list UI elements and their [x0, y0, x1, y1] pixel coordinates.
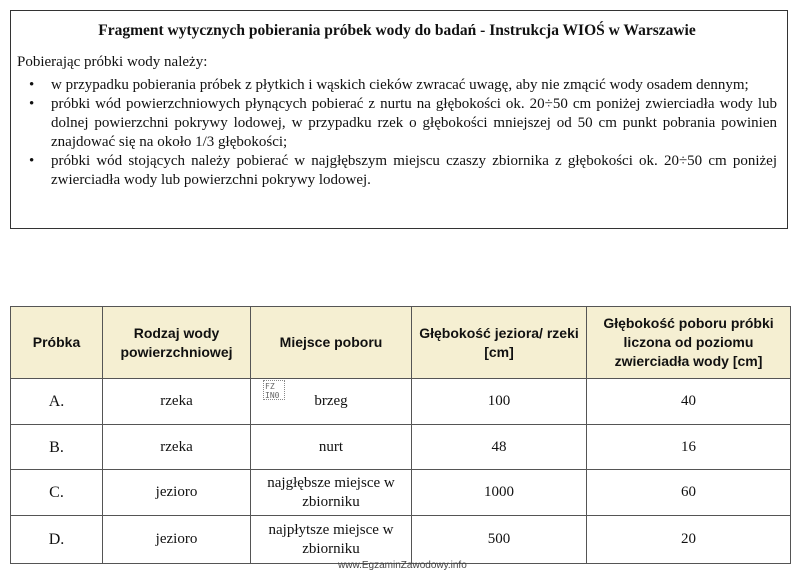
- cell-sample: A.: [11, 379, 103, 425]
- instruction-box: [10, 10, 788, 229]
- cell-place: najgłębsze miejsce w zbiorniku: [251, 470, 412, 516]
- instruction-bullet: • w przypadku pobierania próbek z płytkich i wąskich cieków zwracać uwagę, aby nie zmącić wody osadem dennym;: [51, 76, 777, 95]
- samples-table: [10, 306, 791, 564]
- cell-sample: D.: [11, 516, 103, 564]
- table-row: [11, 379, 791, 425]
- cell-water-type: rzeka: [103, 379, 251, 425]
- cell-sampling-depth: 16: [587, 425, 791, 470]
- instruction-title: Fragment wytycznych pobierania próbek wody do badań - Instrukcja WIOŚ w Warszawie: [98, 22, 696, 39]
- cell-sampling-depth: 20: [587, 516, 791, 564]
- cell-place-text: brzeg: [314, 393, 348, 409]
- cell-place: nurt: [251, 425, 412, 470]
- cell-sample: B.: [11, 425, 103, 470]
- header-water-type: Rodzaj wody powierzchniowej: [103, 307, 251, 379]
- instruction-lead: Pobierając próbki wody należy:: [17, 54, 208, 70]
- header-sampling-depth: Głębokość poboru próbki liczona od poziomu zwierciadła wody [cm]: [587, 307, 791, 379]
- cell-depth: 500: [412, 516, 587, 564]
- footer-watermark: www.EgzaminZawodowy.info: [338, 560, 467, 571]
- cell-water-type: jezioro: [103, 470, 251, 516]
- cell-water-type: rzeka: [103, 425, 251, 470]
- table-row: [11, 516, 791, 564]
- header-place: Miejsce poboru: [251, 307, 412, 379]
- cell-depth: 48: [412, 425, 587, 470]
- header-sample: Próbka: [11, 307, 103, 379]
- cell-sampling-depth: 40: [587, 379, 791, 425]
- cell-depth: 1000: [412, 470, 587, 516]
- instruction-bullet: • próbki wód stojących należy pobierać w najgłębszym miejscu czaszy zbiornika z głębokości ok. 20÷50 cm poniżej zwierciadła wody lub powierzchni pokrywy lodowej.: [51, 152, 777, 190]
- table-row: [11, 425, 791, 470]
- cell-place: najpłytsze miejsce w zbiorniku: [251, 516, 412, 564]
- cell-sample: C.: [11, 470, 103, 516]
- cell-water-type: jezioro: [103, 516, 251, 564]
- cell-depth: 100: [412, 379, 587, 425]
- table-row: [11, 470, 791, 516]
- table-header-row: [11, 307, 791, 379]
- cell-place: [251, 379, 412, 425]
- instruction-list: [17, 76, 777, 190]
- cell-sampling-depth: 60: [587, 470, 791, 516]
- instruction-bullet: • próbki wód powierzchniowych płynących pobierać z nurtu na głębokości ok. 20÷50 cm poniżej zwierciadła wody lub dolnej powierzchni pokrywy lodowej, w przypadku rzek o głębokości mniejszej od 50 cm punkt pobrania powinien znajdować się na około 1/3 głębokości;: [51, 95, 777, 152]
- broken-image-icon: FZ IN0: [263, 380, 285, 400]
- header-depth: Głębokość jeziora/ rzeki [cm]: [412, 307, 587, 379]
